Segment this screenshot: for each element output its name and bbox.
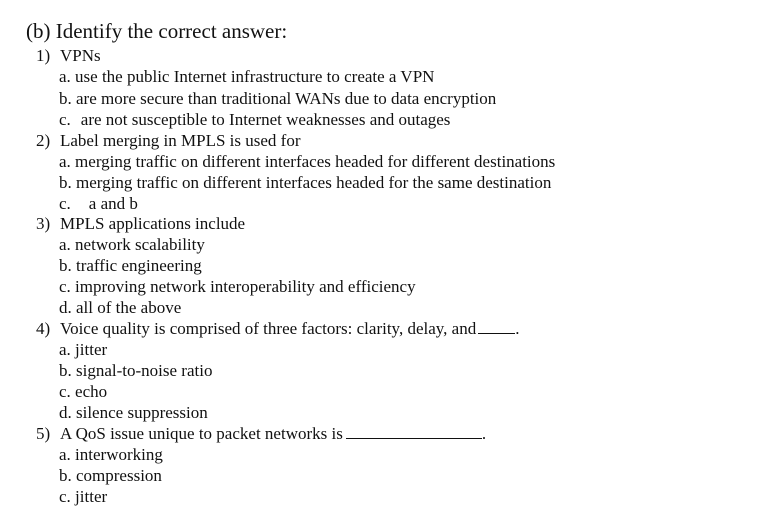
- option-5b: [59, 466, 162, 486]
- question-1: [36, 46, 101, 66]
- option-text: are more secure than traditional WANs due to data encryption: [76, 89, 497, 108]
- option-2c: [59, 194, 138, 214]
- option-letter: c.: [59, 382, 71, 401]
- question-5: [36, 424, 486, 444]
- section-heading: (b) Identify the correct answer:: [26, 19, 288, 43]
- option-text: jitter: [75, 487, 108, 506]
- option-1c: [59, 110, 450, 130]
- option-letter: c.: [59, 110, 71, 129]
- option-text: jitter: [75, 340, 108, 359]
- option-1b: [59, 89, 496, 109]
- question-2: [36, 131, 301, 151]
- option-letter: b.: [59, 256, 72, 275]
- question-4: [36, 319, 519, 339]
- option-letter: c.: [59, 277, 71, 296]
- option-3b: [59, 256, 202, 276]
- option-3a: [59, 235, 205, 255]
- question-number: 5): [36, 424, 51, 443]
- option-1a: [59, 67, 434, 87]
- option-text: all of the above: [76, 298, 182, 317]
- option-letter: b.: [59, 89, 72, 108]
- question-text: A QoS issue unique to packet networks is: [60, 424, 343, 443]
- question-text: Voice quality is comprised of three factors: clarity, delay, and: [60, 319, 477, 338]
- option-2a: [59, 152, 555, 172]
- option-text: traffic engineering: [76, 256, 202, 275]
- option-letter: b.: [59, 361, 72, 380]
- option-4d: [59, 403, 208, 423]
- question-suffix: .: [481, 424, 487, 443]
- option-5c: [59, 487, 107, 507]
- option-5a: [59, 445, 163, 465]
- option-text: are not susceptible to Internet weaknesses and outages: [80, 110, 451, 129]
- question-text: VPNs: [60, 46, 101, 65]
- option-text: merging traffic on different interfaces headed for different destinations: [75, 152, 556, 171]
- answer-blank: [478, 319, 515, 334]
- option-letter: c.: [59, 487, 71, 506]
- option-4a: [59, 340, 107, 360]
- option-text: signal-to-noise ratio: [76, 361, 213, 380]
- option-letter: d.: [59, 403, 72, 422]
- question-number: 2): [36, 131, 51, 150]
- question-number: 4): [36, 319, 51, 338]
- option-letter: b.: [59, 466, 72, 485]
- option-text: silence suppression: [76, 403, 208, 422]
- question-number: 3): [36, 214, 51, 233]
- option-text: network scalability: [75, 235, 205, 254]
- option-letter: a.: [59, 340, 71, 359]
- option-text: a and b: [88, 194, 138, 213]
- question-3: [36, 214, 245, 234]
- option-4b: [59, 361, 212, 381]
- option-4c: [59, 382, 107, 402]
- question-number: 1): [36, 46, 51, 65]
- answer-blank: [346, 424, 482, 439]
- option-2b: [59, 173, 551, 193]
- option-letter: a.: [59, 67, 71, 86]
- option-text: use the public Internet infrastructure to create a VPN: [75, 67, 435, 86]
- question-suffix: .: [515, 319, 520, 338]
- option-letter: c.: [59, 194, 71, 213]
- option-letter: a.: [59, 445, 71, 464]
- option-3c: [59, 277, 416, 297]
- option-text: echo: [75, 382, 108, 401]
- option-3d: [59, 298, 181, 318]
- option-text: interworking: [75, 445, 163, 464]
- option-text: improving network interoperability and efficiency: [75, 277, 416, 296]
- option-text: merging traffic on different interfaces headed for the same destination: [76, 173, 552, 192]
- option-letter: b.: [59, 173, 72, 192]
- question-text: Label merging in MPLS is used for: [60, 131, 301, 150]
- question-text: MPLS applications include: [60, 214, 246, 233]
- option-letter: a.: [59, 235, 71, 254]
- option-letter: a.: [59, 152, 71, 171]
- option-letter: d.: [59, 298, 72, 317]
- option-text: compression: [76, 466, 162, 485]
